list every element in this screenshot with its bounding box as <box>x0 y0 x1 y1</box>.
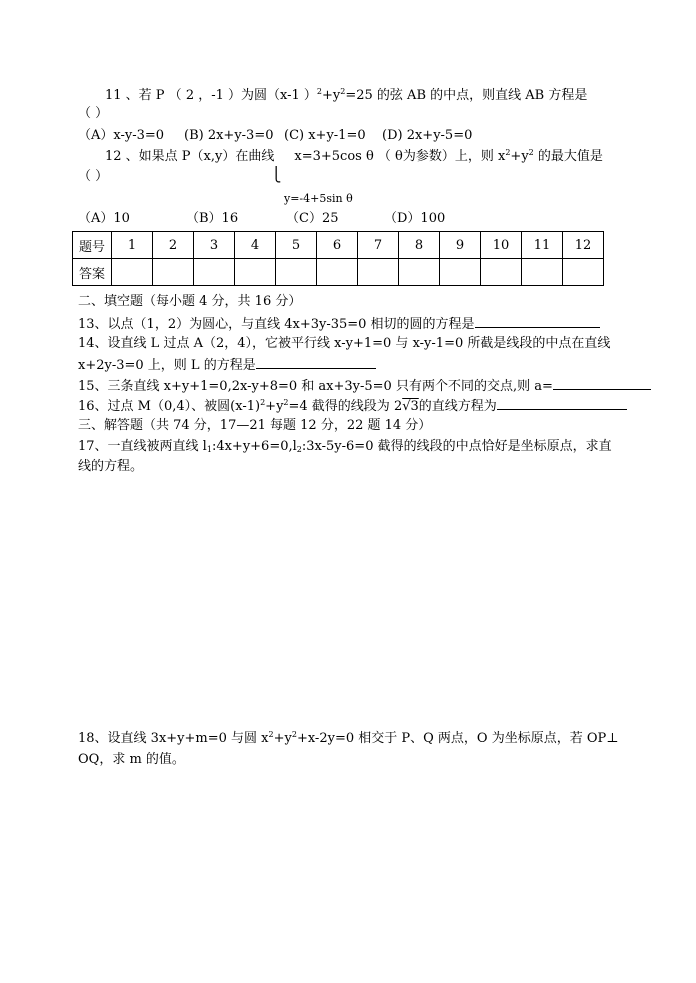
table-cell-number: 5 <box>276 232 317 259</box>
table-cell-number: 9 <box>440 232 481 259</box>
q12-sup1: 2 <box>505 148 511 157</box>
answer-cell[interactable] <box>481 259 522 286</box>
answer-cell[interactable] <box>194 259 235 286</box>
q18-text-line2: OQ，求 m 的值。 <box>78 752 185 767</box>
q16-text <box>78 397 627 415</box>
q14-text-line1: 14、设直线 L 过点 A（2，4），它被平行线 x-y+1=0 与 x-y-1=0 所截是线段的中点在直线 <box>78 336 611 351</box>
section3-title: 三、解答题（共 74 分，17—21 每题 12 分，22 题 14 分） <box>78 418 432 433</box>
q11-option-d: (D) 2x+y-5=0 <box>382 128 473 143</box>
answer-cell[interactable] <box>153 259 194 286</box>
table-cell-number: 3 <box>194 232 235 259</box>
q12-text <box>105 149 603 165</box>
q12-text-d: 的最大值是 <box>533 149 603 164</box>
q12-param-y: y=-4+5sin θ <box>284 192 353 205</box>
q12-option-a: （A）10 <box>78 211 130 226</box>
answer-cell[interactable] <box>235 259 276 286</box>
q11-option-a: （A）x-y-3=0 <box>78 128 165 143</box>
q17-text-a: 17、一直线被两直线 l <box>78 439 207 454</box>
q13-text-a: 13、以点（1，2）为圆心，与直线 4x+3y-35=0 相切的圆的方程是 <box>78 317 475 332</box>
q11-options <box>78 128 472 144</box>
answer-table-number-row <box>73 232 604 259</box>
q17-sub2: 2 <box>296 445 302 454</box>
q18-sup2: 2 <box>291 730 297 739</box>
q17-text-b: :4x+y+6=0,l <box>211 439 297 454</box>
q16-sup2: 2 <box>283 398 289 407</box>
q16-sqrt: √3 <box>402 399 419 414</box>
q16-text-c: =4 截得的线段为 2 <box>288 399 403 414</box>
q18-text <box>78 731 618 747</box>
q11-sup1: 2 <box>316 87 323 96</box>
q14-text-line2 <box>78 356 376 374</box>
table-cell-number: 11 <box>522 232 563 259</box>
q12-options <box>78 211 445 227</box>
q17-text-c: :3x-5y-6=0 截得的线段的中点恰好是坐标原点，求直 <box>301 439 612 454</box>
q18-text-b: +y <box>273 731 292 746</box>
q11-text <box>105 88 587 104</box>
q15-text-a: 15、三条直线 x+y+1=0,2x-y+8=0 和 ax+3y-5=0 只有两个不同的交点,则 a= <box>78 379 553 394</box>
q16-text-b: +y <box>265 399 284 414</box>
q14-text-b: x+2y-3=0 上，则 L 的方程是 <box>78 358 256 373</box>
q16-blank[interactable] <box>497 397 627 410</box>
q18-text-c: +x-2y=0 相交于 P、Q 两点，O 为坐标原点，若 OP⊥ <box>296 731 619 746</box>
q15-blank[interactable] <box>553 377 651 390</box>
brace-icon: ⎩ <box>271 167 282 183</box>
q11-answer-paren: （ ） <box>78 106 109 121</box>
answer-cell[interactable] <box>522 259 563 286</box>
q11-sup2: 2 <box>340 87 346 96</box>
table-cell-number: 6 <box>317 232 358 259</box>
q11-text-a: 11 、若 P （ 2 ，-1 ）为圆（x-1 ） <box>105 88 317 103</box>
q11-text-b: +y <box>322 88 341 103</box>
answer-cell[interactable] <box>563 259 604 286</box>
table-header-answer: 答案 <box>73 259 112 286</box>
q11-text-c: =25 的弦 AB 的中点，则直线 AB 方程是 <box>345 88 588 103</box>
q17-sub1: 1 <box>206 445 212 454</box>
q18-sup1: 2 <box>268 730 274 739</box>
q12-sup2: 2 <box>528 148 534 157</box>
answer-table <box>72 231 604 286</box>
q12-option-b: （B）16 <box>186 211 239 226</box>
answer-cell[interactable] <box>276 259 317 286</box>
q11-option-b: (B) 2x+y-3=0 <box>184 128 274 143</box>
answer-cell[interactable] <box>358 259 399 286</box>
table-cell-number: 4 <box>235 232 276 259</box>
q16-sup1: 2 <box>260 398 266 407</box>
table-header-number: 题号 <box>73 232 112 259</box>
q14-blank[interactable] <box>256 356 376 369</box>
answer-cell[interactable] <box>112 259 153 286</box>
q11-option-c: (C) x+y-1=0 <box>284 128 366 143</box>
q12-text-c: +y <box>510 149 529 164</box>
table-cell-number: 1 <box>112 232 153 259</box>
table-cell-number: 2 <box>153 232 194 259</box>
q13-blank[interactable] <box>475 315 600 328</box>
table-cell-number: 8 <box>399 232 440 259</box>
q12-option-d: （D）100 <box>384 211 446 226</box>
answer-cell[interactable] <box>399 259 440 286</box>
section2-title: 二、填空题（每小题 4 分，共 16 分） <box>78 294 302 309</box>
q15-text <box>78 377 651 395</box>
table-cell-number: 7 <box>358 232 399 259</box>
q13-text <box>78 315 600 333</box>
answer-cell[interactable] <box>317 259 358 286</box>
answer-cell[interactable] <box>440 259 481 286</box>
q12-option-c: （C）25 <box>286 211 339 226</box>
q18-text-a: 18、设直线 3x+y+m=0 与圆 x <box>78 731 269 746</box>
q17-text-line2: 线的方程。 <box>78 459 144 474</box>
table-cell-number: 12 <box>563 232 604 259</box>
q12-text-a: 12 、如果点 P（x,y）在曲线 <box>105 149 275 164</box>
q16-text-a: 16、过点 M（0,4）、被圆(x-1) <box>78 399 261 414</box>
answer-table-answer-row <box>73 259 604 286</box>
q16-text-d: 的直线方程为 <box>418 399 497 414</box>
q12-answer-paren: （ ） <box>78 169 109 184</box>
table-cell-number: 10 <box>481 232 522 259</box>
q12-text-b: x=3+5cos θ （ θ为参数）上，则 x <box>294 149 506 164</box>
q17-text <box>78 439 612 455</box>
